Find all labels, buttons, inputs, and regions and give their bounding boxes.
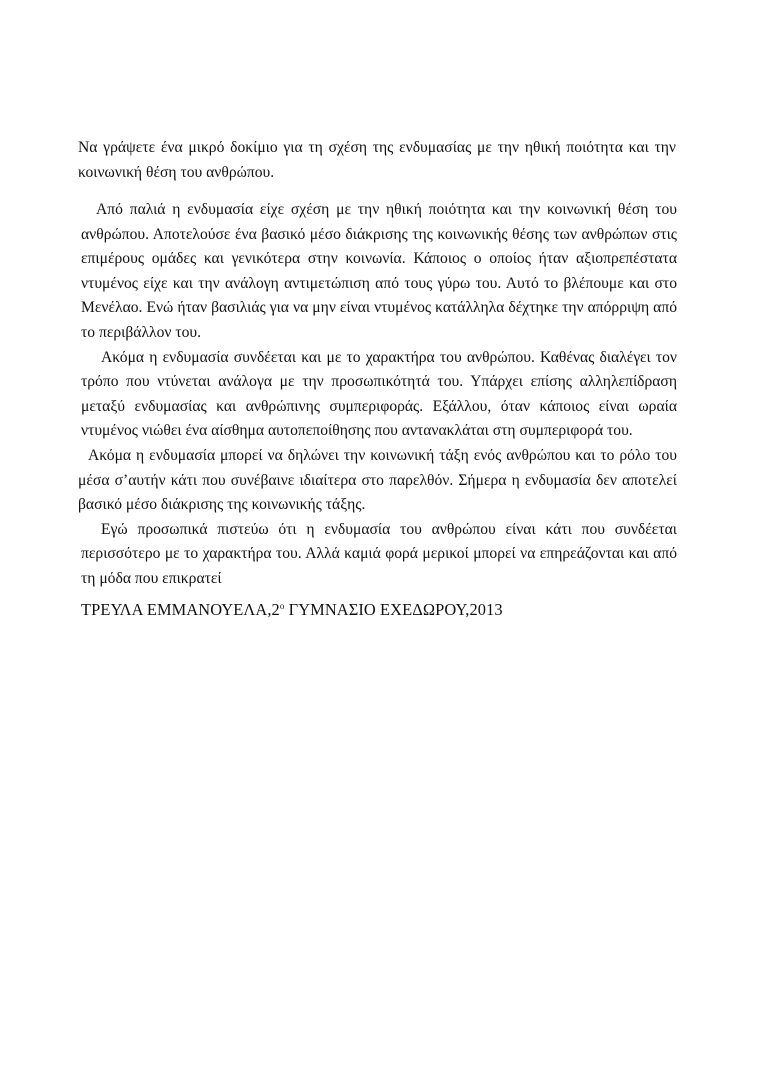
signature-ordinal-mark: ο xyxy=(279,600,285,611)
signature-school-year: ΓΥΜΝΑΣΙΟ ΕΧΕΔΩΡΟΥ,2013 xyxy=(288,599,503,619)
signature-author: ΤΡΕΥΛΑ ΕΜΜΑΝΟΥΕΛΑ,2 xyxy=(81,599,280,619)
essay-paragraph-4: Εγώ προσωπικά πιστεύω ότι η ενδυμασία του ανθρώπου είναι κάτι που συνδέεται περισσότερο με το χαρακτήρα του. Αλλά καμιά φορά μερικοί μπορεί να επηρεάζονται και από τη μόδα που επικρατεί xyxy=(81,520,677,587)
essay-paragraph-2: Ακόμα η ενδυμασία συνδέεται και με το χαρακτήρα του ανθρώπου. Καθένας διαλέγει τον τρόπο που ντύνεται ανάλογα με την προσωπικότητά του. Υπάρχει επίσης αλληλεπίδραση μεταξύ ενδυμασίας και ανθρώπινης συμπεριφοράς. Εξάλλου, όταν κάποιος είναι ωραία ντυμένος νιώθει ένα αίσθημα αυτοπεποίθησης που αντανακλάται στη συμπεριφορά του. xyxy=(81,348,677,440)
essay-body xyxy=(78,198,677,622)
essay-paragraph-3: Ακόμα η ενδυμασία μπορεί να δηλώνει την κοινωνική τάξη ενός ανθρώπου και το ρόλο του μέσα σ’αυτήν κάτι που συνέβαινε ιδιαίτερα στο παρελθόν. Σήμερα η ενδυμασία δεν αποτελεί βασικό μέσο διάκρισης της κοινωνικής τάξης. xyxy=(78,446,677,514)
author-signature xyxy=(81,598,677,623)
essay-paragraph-1: Από παλιά η ενδυμασία είχε σχέση με την ηθική ποιότητα και την κοινωνική θέση του ανθρώπου. Αποτελούσε ένα βασικό μέσο διάκρισης της κοινωνικής θέσης των ανθρώπων στις επιμέρους ομάδες και γενικότερα στην κοινωνία. Κάποιος ο οποίος ήταν αξιοπρεπέστατα ντυμένος είχε και την ανάλογη αντιμετώπιση από τους γύρω του. Αυτό το βλέπουμε και στο Μενέλαο. Ενώ ήταν βασιλιάς για να μην είναι ντυμένος κατάλληλα δέχτηκε την απόρριψη από το περιβάλλον του. xyxy=(81,201,677,341)
essay-prompt: Να γράψετε ένα μικρό δοκίμιο για τη σχέση της ενδυμασίας με την ηθική ποιότητα και την κοινωνική θέση του ανθρώπου. xyxy=(78,139,676,181)
